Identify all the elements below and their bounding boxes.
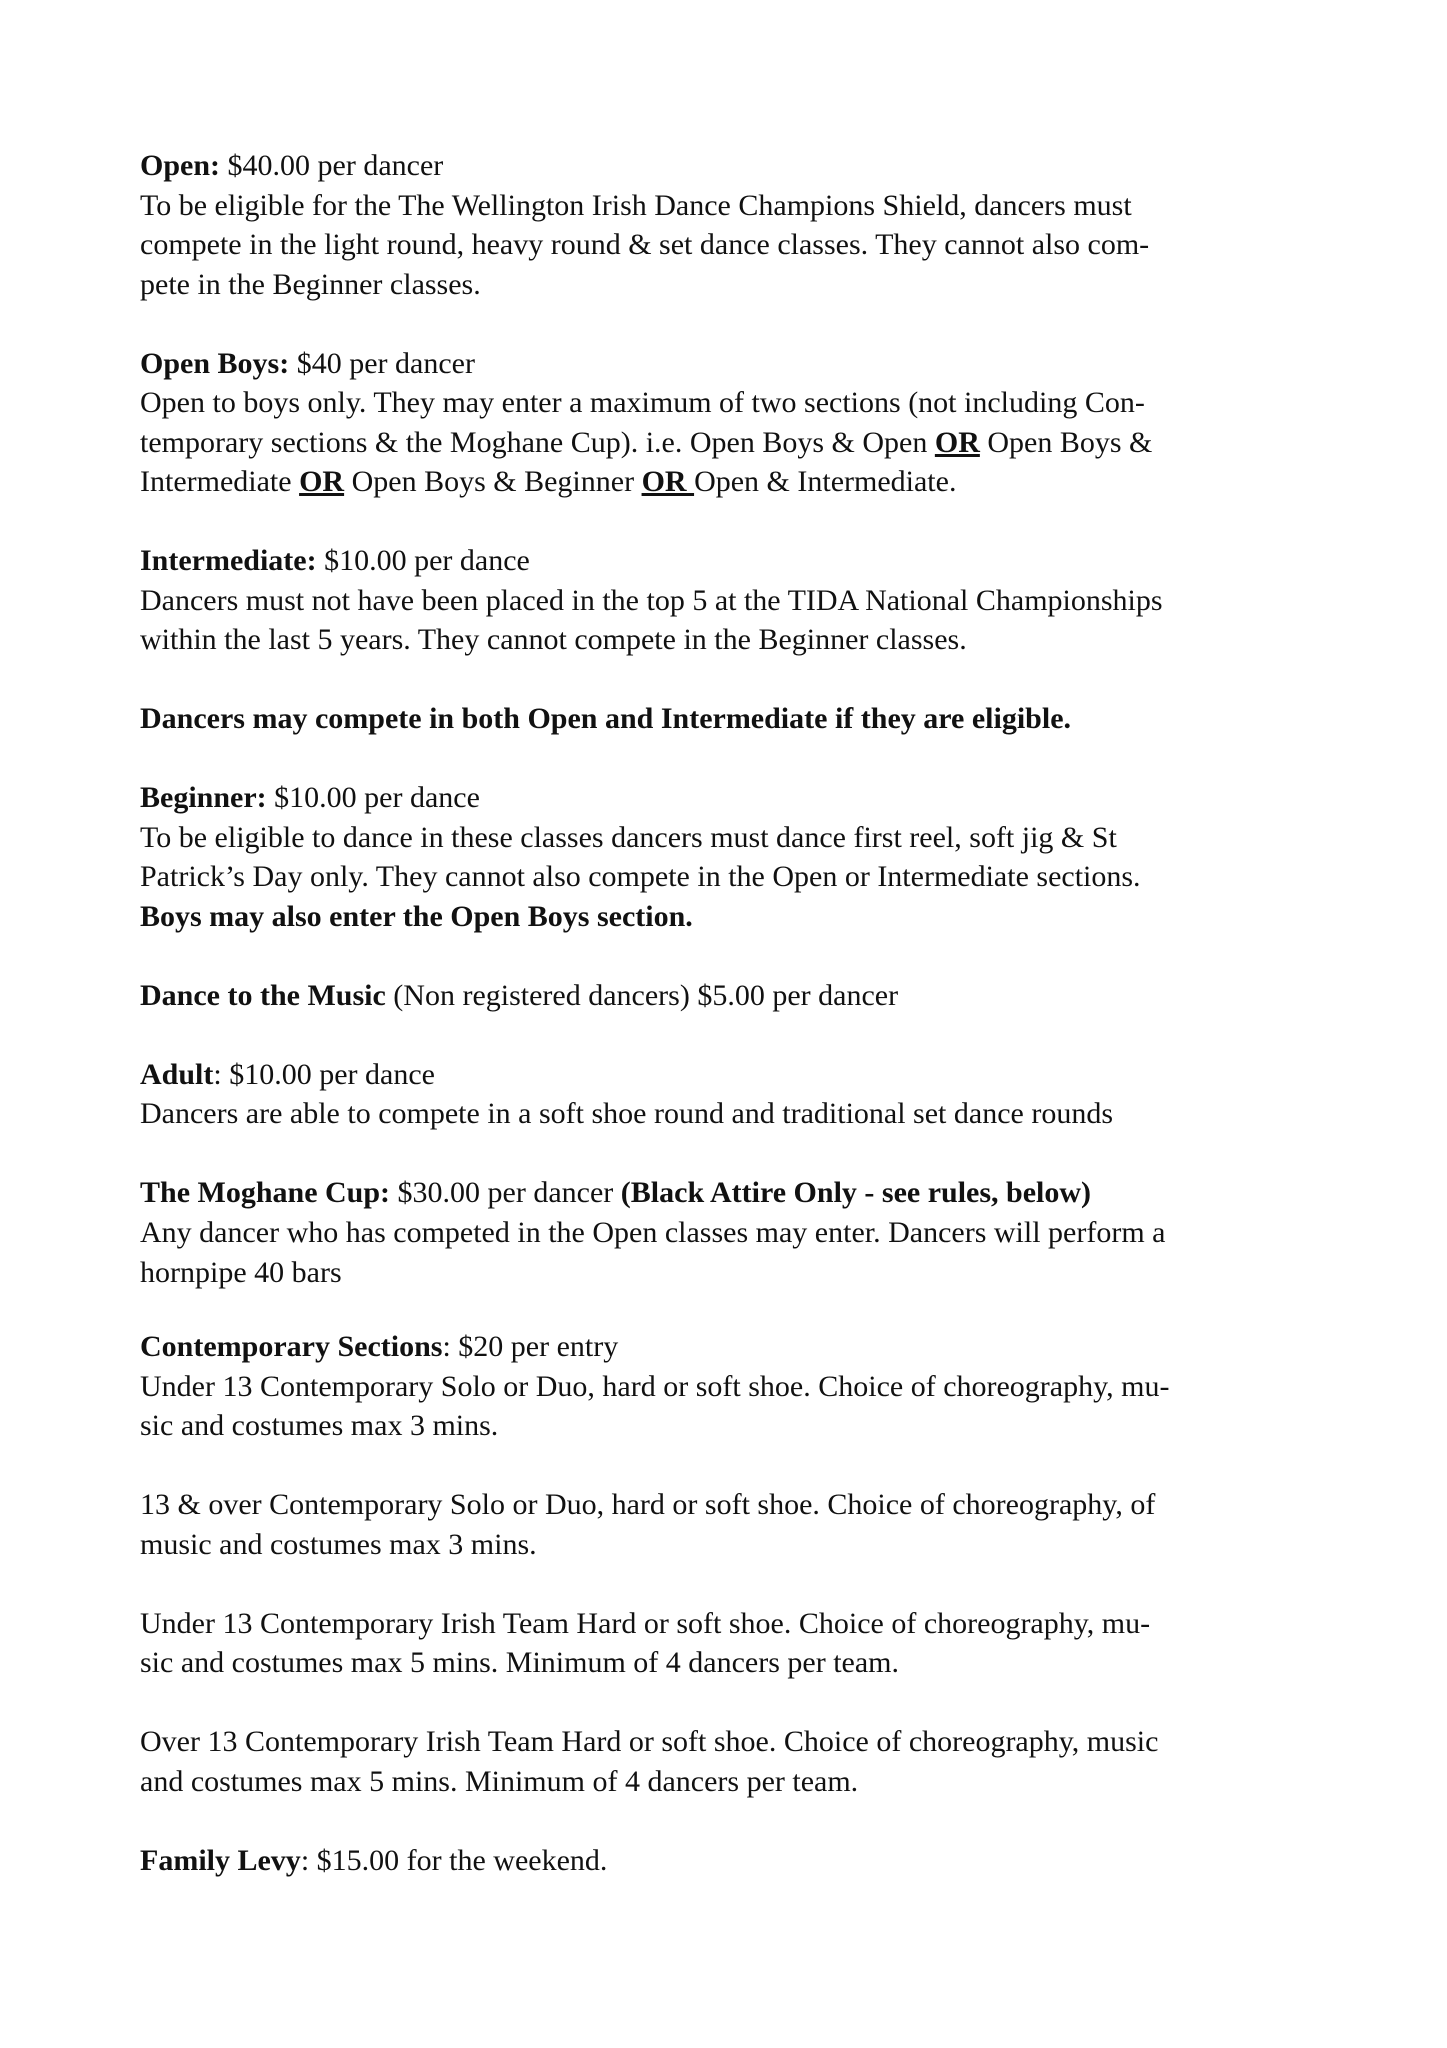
section-adult — [140, 1055, 1340, 1134]
open-heading: Open: — [140, 149, 221, 182]
or-emphasis: OR — [641, 465, 695, 498]
contemporary-price: : $20 per entry — [442, 1330, 619, 1363]
section-moghane-cup — [140, 1173, 1340, 1293]
open-boys-text: Open Boys & — [979, 425, 1153, 459]
intermediate-line: Dancers must not have been placed in the top 5 at the TIDA National Championships — [140, 583, 1163, 617]
dance-to-music-text: (Non registered dancers) $5.00 per dancer — [385, 978, 899, 1012]
open-line: compete in the light round, heavy round & set dance classes. They cannot also com- — [140, 228, 1150, 261]
section-open-boys — [140, 344, 1340, 502]
moghane-line: hornpipe 40 bars — [140, 1256, 342, 1289]
moghane-attire: (Black Attire Only - see rules, below) — [620, 1176, 1092, 1209]
contemporary-line: sic and costumes max 3 mins. — [140, 1409, 499, 1442]
or-emphasis: OR — [299, 465, 345, 498]
contemporary-line: music and costumes max 3 mins. — [140, 1527, 537, 1561]
beginner-line: Patrick’s Day only. They cannot also compete in the Open or Intermediate sections. — [140, 860, 1141, 893]
open-boys-line: Open to boys only. They may enter a maximum of two sections (not including Con- — [140, 386, 1145, 419]
contemporary-line: and costumes max 5 mins. Minimum of 4 dancers per team. — [140, 1764, 859, 1798]
intermediate-heading-line — [140, 541, 1340, 581]
section-dance-to-music — [140, 976, 1340, 1016]
adult-price: : $10.00 per dance — [213, 1057, 435, 1091]
open-boys-text: Open Boys & Beginner — [344, 465, 642, 498]
open-line: pete in the Beginner classes. — [140, 267, 481, 301]
section-contemporary — [140, 1327, 1340, 1801]
open-boys-text: Intermediate — [140, 465, 300, 498]
contemporary-line: Over 13 Contemporary Irish Team Hard or soft shoe. Choice of choreography, music — [140, 1725, 1159, 1758]
open-boys-heading-line — [140, 344, 1340, 384]
family-levy-heading: Family Levy — [140, 1843, 301, 1877]
intermediate-price: $10.00 per dance — [316, 544, 530, 577]
open-boys-line — [140, 423, 1340, 463]
intermediate-heading: Intermediate: — [140, 544, 317, 577]
contemporary-line: sic and costumes max 5 mins. Minimum of 4 dancers per team. — [140, 1646, 900, 1679]
contemporary-line: Under 13 Contemporary Solo or Duo, hard or soft shoe. Choice of choreography, mu- — [140, 1369, 1170, 1403]
beginner-boys-note: Boys may also enter the Open Boys section. — [140, 899, 693, 933]
dance-to-music-heading: Dance to the Music — [140, 978, 386, 1012]
contemporary-heading: Contemporary Sections — [140, 1330, 443, 1363]
open-boys-price: $40 per dancer — [289, 346, 475, 380]
open-boys-heading: Open Boys: — [140, 346, 290, 380]
intermediate-line: within the last 5 years. They cannot compete in the Beginner classes. — [140, 623, 967, 656]
document-page — [140, 146, 1340, 1880]
open-boys-text: Open & Intermediate. — [694, 465, 957, 498]
section-open — [140, 146, 1340, 304]
section-family-levy — [140, 1841, 1340, 1881]
beginner-price: $10.00 per dance — [266, 781, 480, 814]
section-intermediate — [140, 541, 1340, 660]
beginner-heading-line — [140, 778, 1340, 818]
moghane-heading-line — [140, 1173, 1340, 1213]
moghane-price: $30.00 per dancer — [390, 1176, 621, 1209]
adult-line: Dancers are able to compete in a soft shoe round and traditional set dance rounds — [140, 1097, 1113, 1130]
moghane-heading: The Moghane Cup: — [140, 1176, 391, 1209]
open-price: $40.00 per dancer — [220, 149, 444, 182]
moghane-line: Any dancer who has competed in the Open classes may enter. Dancers will perform a — [140, 1216, 1166, 1249]
open-boys-line — [140, 462, 1340, 502]
beginner-heading: Beginner: — [140, 781, 267, 814]
adult-heading: Adult — [140, 1057, 214, 1091]
or-emphasis: OR — [934, 425, 980, 459]
family-levy-price: : $15.00 for the weekend. — [300, 1843, 608, 1877]
open-heading-line — [140, 146, 1340, 186]
contemporary-line: 13 & over Contemporary Solo or Duo, hard or soft shoe. Choice of choreography, of — [140, 1488, 1156, 1521]
section-beginner — [140, 778, 1340, 936]
contemporary-heading-line — [140, 1327, 1340, 1367]
contemporary-line: Under 13 Contemporary Irish Team Hard or soft shoe. Choice of choreography, mu- — [140, 1606, 1151, 1640]
both-eligibility-note: Dancers may compete in both Open and Intermediate if they are eligible. — [140, 702, 1072, 735]
open-line: To be eligible for the The Wellington Irish Dance Champions Shield, dancers must — [140, 188, 1132, 222]
open-boys-text: temporary sections & the Moghane Cup). i.e. Open Boys & Open — [140, 425, 935, 459]
beginner-line: To be eligible to dance in these classes dancers must dance first reel, soft jig & St — [140, 820, 1117, 854]
adult-heading-line — [140, 1055, 1340, 1095]
